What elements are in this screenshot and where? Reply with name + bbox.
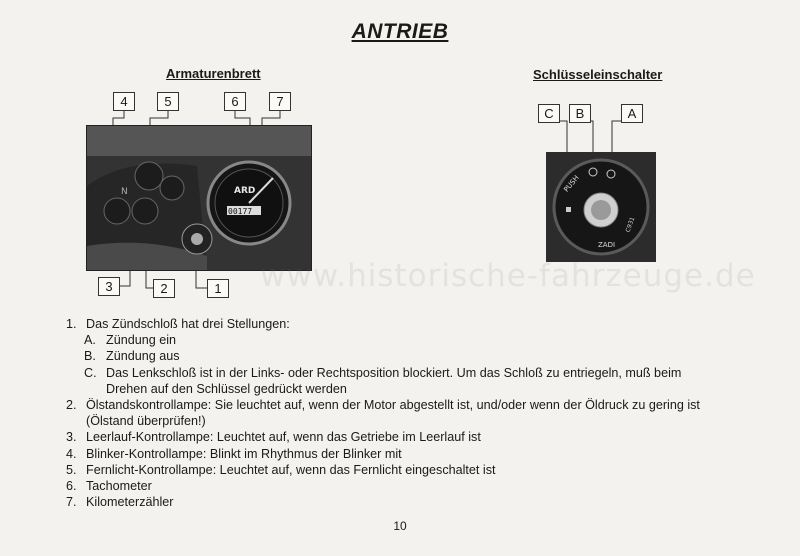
watermark-text: www.historische-fahrzeuge.de [260,258,756,294]
push-label: PUSH [562,173,581,194]
zadi-label: ZADI [598,241,616,249]
callout-7: 7 [269,92,291,111]
ignition-positions-list [66,332,726,397]
section-title-ignition: Schlüsseleinschalter [533,67,663,82]
list-item: 5. Fernlicht-Kontrollampe: Leuchtet auf, wenn das Fernlicht eingeschaltet ist [66,462,496,477]
ignition-switch-photo [546,152,656,262]
speedometer-brand: ARD [234,186,256,196]
callout-c: C [538,104,560,123]
section-title-dashboard: Armaturenbrett [166,66,261,81]
description-list [66,316,726,510]
sublist-wrapper [66,332,726,397]
page-number: 10 [393,519,407,533]
list-item: C. Das Lenkschloß ist in der Links- oder Rechtsposition blockiert. Um das Schloß zu entriegeln, muß beim Drehen auf den Schlüssel gedrückt werden [84,365,682,396]
callout-3: 3 [98,277,120,296]
key-code: C931 [624,216,637,234]
dashboard-photo [86,125,312,271]
neutral-indicator-label: N [121,187,128,197]
callout-b: B [569,104,591,123]
list-item: 2. Ölstandskontrollampe: Sie leuchtet auf, wenn der Motor abgestellt ist, und/oder wenn der Öldruck zu gering ist (Ölstand überprüfen!) [66,398,700,429]
list-item: 1. Das Zündschloß hat drei Stellungen: [66,317,290,331]
callout-1: 1 [207,279,229,298]
list-item: A. Zündung ein [84,333,177,348]
list-item: B. Zündung aus [84,349,180,364]
list-item: 3. Leerlauf-Kontrollampe: Leuchtet auf, wenn das Getriebe im Leerlauf ist [66,430,481,445]
callout-5: 5 [157,92,179,111]
list-item: 6. Tachometer [66,479,152,494]
callout-a: A [621,104,643,123]
odometer-readout: 00177 [228,207,253,216]
page-title: ANTRIEB [351,20,449,43]
list-item: 7. Kilometerzähler [66,495,174,510]
callout-4: 4 [113,92,135,111]
callout-2: 2 [153,279,175,298]
callout-6: 6 [224,92,246,111]
list-item: 4. Blinker-Kontrollampe: Blinkt im Rhythmus der Blinker mit [66,446,402,461]
